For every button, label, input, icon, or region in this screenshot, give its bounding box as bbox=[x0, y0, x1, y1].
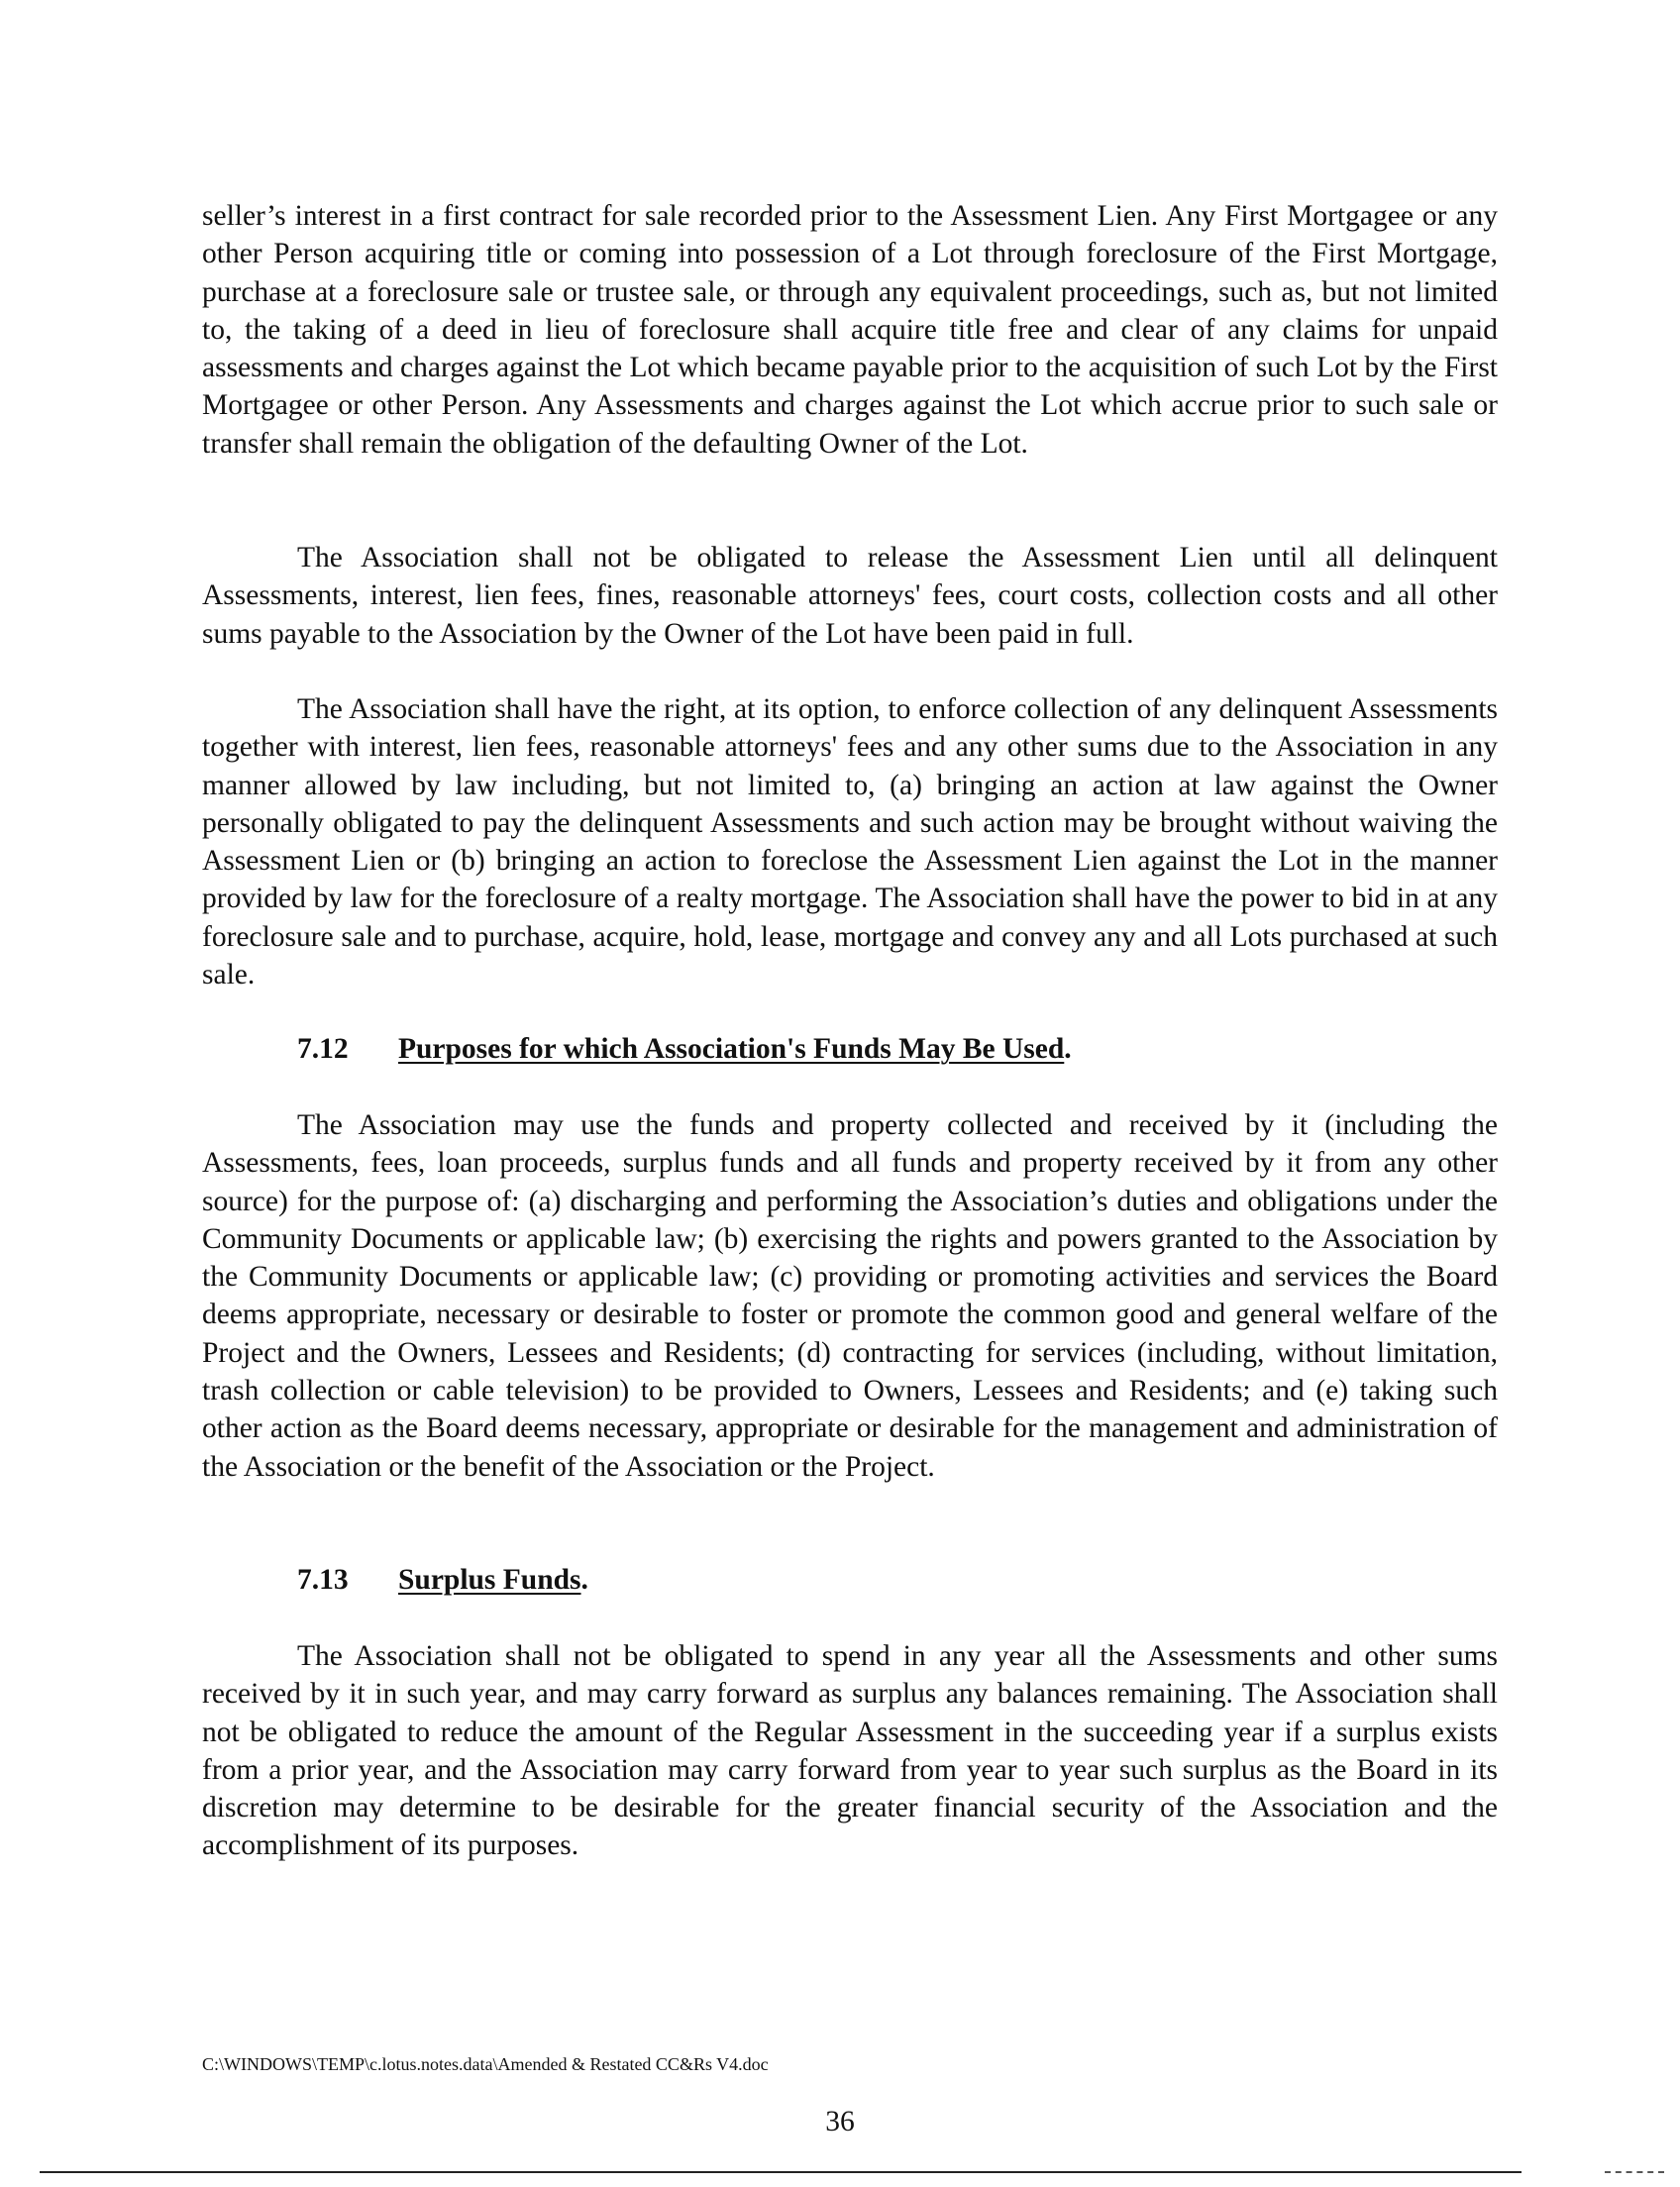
paragraph-purposes-of-funds: The Association may use the funds and property collected and received by it (including the Assessments, fees, loan proceeds, surplus funds and all funds and property received by it from any other source) for the purpose of: (a) discharging and performing the Association’s duties and obligations under the Community Documents or applicable law; (b) exercising the rights and powers granted to the Association by the Community Documents or applicable law; (c) providing or promoting activities and services the Board deems appropriate, necessary or desirable to foster or promote the common good and general welfare of the Project and the Owners, Lessees and Residents; (d) contracting for services (including, without limitation, trash collection or cable television) to be provided to Owners, Lessees and Residents; and (e) taking such other action as the Board deems necessary, appropriate or desirable for the management and administration of the Association or the benefit of the Association or the Project. bbox=[202, 1109, 1498, 1483]
paragraph-enforce-collection: The Association shall have the right, at its option, to enforce collection of any delinquent Assessments together with interest, lien fees, reasonable attorneys' fees and any other sums due to the Association in any manner allowed by law including, but not limited to, (a) bringing an action at law against the Owner personally obligated to pay the delinquent Assessments and such action may be brought without waiving the Assessment Lien or (b) bringing an action to foreclose the Assessment Lien against the Lot in the manner provided by law for the foreclosure of a realty mortgage. The Association shall have the power to bid in at any foreclosure sale and to purchase, acquire, hold, lease, mortgage and convey any and all Lots purchased at such sale. bbox=[202, 693, 1498, 991]
paragraph-lien-continuation: seller’s interest in a first contract for sale recorded prior to the Assessment Lien. Any First Mortgagee or any other Person acquiring title or coming into possession of a Lot through foreclosure of the First Mortgage, purchase at a foreclosure sale or trustee sale, or through any equivalent proceedings, such as, but not limited to, the taking of a deed in lieu of foreclosure shall acquire title free and clear of any claims for unpaid assessments and charges against the Lot which became payable prior to the acquisition of such Lot by the First Mortgagee or other Person. Any Assessments and charges against the Lot which accrue prior to such sale or transfer shall remain the obligation of the defaulting Owner of the Lot. bbox=[202, 200, 1498, 460]
section-heading-7-12 bbox=[297, 1030, 1072, 1068]
footer-file-path: C:\WINDOWS\TEMP\c.lotus.notes.data\Amended & Restated CC&Rs V4.doc bbox=[202, 2054, 769, 2074]
section-title-punct: . bbox=[1064, 1033, 1072, 1065]
section-title: Surplus Funds bbox=[398, 1564, 581, 1596]
section-title: Purposes for which Association's Funds May Be Used bbox=[398, 1033, 1065, 1065]
section-number: 7.12 bbox=[297, 1033, 349, 1065]
section-heading-7-13 bbox=[297, 1561, 588, 1599]
paragraph-lien-release: The Association shall not be obligated to release the Assessment Lien until all delinquent Assessments, interest, lien fees, fines, reasonable attorneys' fees, court costs, collection costs and all other sums payable to the Association by the Owner of the Lot have been paid in full. bbox=[202, 542, 1498, 650]
bottom-rule-tail bbox=[1605, 2171, 1664, 2173]
paragraph-surplus-funds: The Association shall not be obligated to spend in any year all the Assessments and other sums received by it in such year, and may carry forward as surplus any balances remaining. The Association shall not be obligated to reduce the amount of the Regular Assessment in the succeeding year if a surplus exists from a prior year, and the Association may carry forward from year to year such surplus as the Board in its discretion may determine to be desirable for the greater financial security of the Association and the accomplishment of its purposes. bbox=[202, 1640, 1498, 1862]
section-number: 7.13 bbox=[297, 1564, 349, 1596]
page-number: 36 bbox=[825, 2106, 855, 2137]
bottom-rule bbox=[40, 2171, 1522, 2173]
section-title-punct: . bbox=[580, 1564, 588, 1596]
